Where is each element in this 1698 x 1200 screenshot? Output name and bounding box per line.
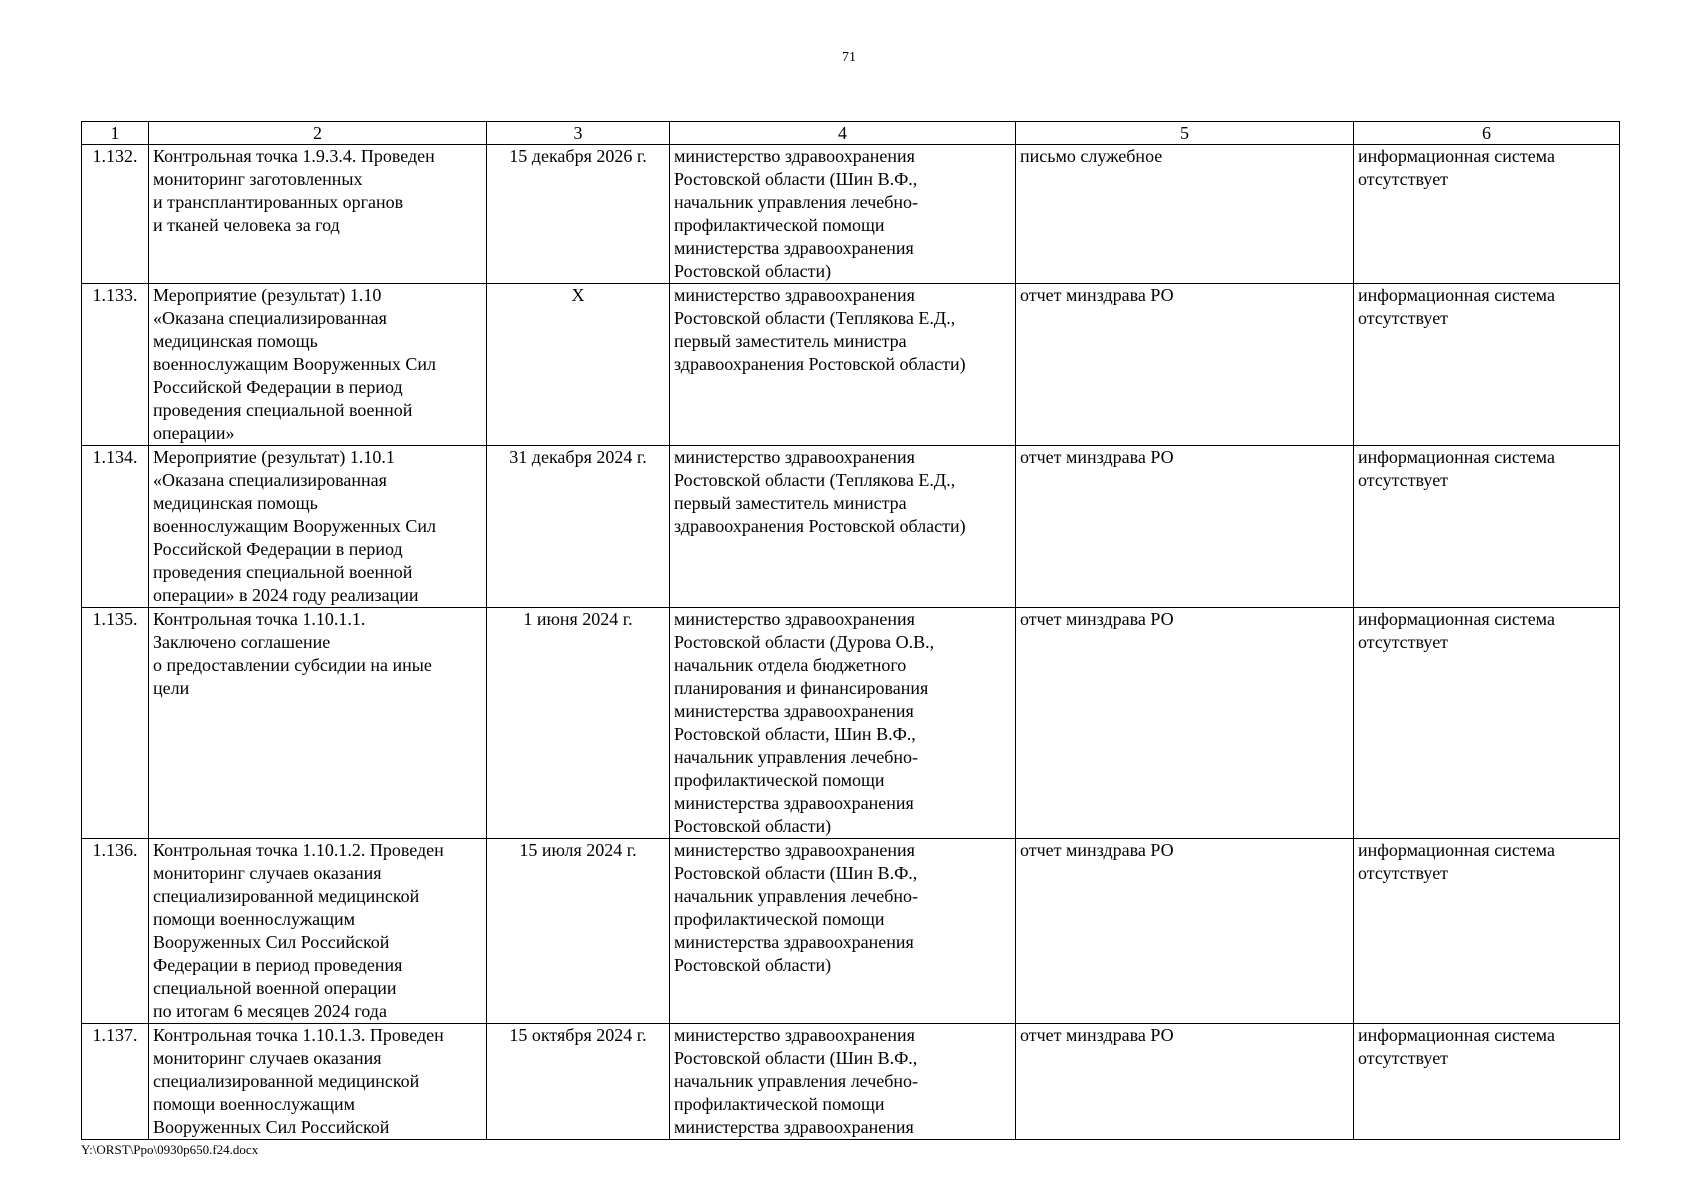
document-type: отчет минздрава РО [1016,284,1354,446]
event-name: Мероприятие (результат) 1.10.1 «Оказана специализированная медицинская помощь военнослужащим Вооруженных Сил Российской Федерации в период проведения специальной военной операции» в 2024 году реализации [149,446,487,608]
responsible-party: министерство здравоохранения Ростовской области (Теплякова Е.Д., первый заместитель министра здравоохранения Ростовской области) [670,446,1016,608]
event-name: Контрольная точка 1.10.1.3. Проведен мониторинг случаев оказания специализированной медицинской помощи военнослужащим Вооруженных Сил Российской [149,1024,487,1140]
responsible-party: министерство здравоохранения Ростовской области (Шин В.Ф., начальник управления лечебно- профилактической помощи министерства здравоохранения Ростовской области) [670,145,1016,284]
due-date: 15 декабря 2026 г. [487,145,670,284]
header-cell: 5 [1016,122,1354,145]
table-row [82,145,1620,284]
plan-table [81,121,1620,1140]
header-cell: 1 [82,122,149,145]
information-system: информационная система отсутствует [1354,145,1620,284]
due-date: 15 июля 2024 г. [487,839,670,1024]
header-cell: 2 [149,122,487,145]
document-type: отчет минздрава РО [1016,608,1354,839]
row-number: 1.137. [82,1024,149,1140]
event-name: Контрольная точка 1.9.3.4. Проведен мониторинг заготовленных и трансплантированных органов и тканей человека за год [149,145,487,284]
responsible-party: министерство здравоохранения Ростовской области (Дурова О.В., начальник отдела бюджетного планирования и финансирования министерства здравоохранения Ростовской области, Шин В.Ф., начальник управления лечебно- профилактической помощи министерства здравоохранения Ростовской области) [670,608,1016,839]
header-cell: 6 [1354,122,1620,145]
row-number: 1.136. [82,839,149,1024]
due-date: Х [487,284,670,446]
due-date: 31 декабря 2024 г. [487,446,670,608]
due-date: 15 октября 2024 г. [487,1024,670,1140]
table-row [82,839,1620,1024]
information-system: информационная система отсутствует [1354,284,1620,446]
document-type: отчет минздрава РО [1016,446,1354,608]
document-type: отчет минздрава РО [1016,1024,1354,1140]
due-date: 1 июня 2024 г. [487,608,670,839]
header-cell: 3 [487,122,670,145]
table-row [82,1024,1620,1140]
event-name: Контрольная точка 1.10.1.1. Заключено соглашение о предоставлении субсидии на иные цели [149,608,487,839]
information-system: информационная система отсутствует [1354,446,1620,608]
document-type: письмо служебное [1016,145,1354,284]
row-number: 1.134. [82,446,149,608]
information-system: информационная система отсутствует [1354,1024,1620,1140]
page-number: 71 [842,50,856,65]
responsible-party: министерство здравоохранения Ростовской области (Шин В.Ф., начальник управления лечебно- профилактической помощи министерства здравоохранения [670,1024,1016,1140]
document-type: отчет минздрава РО [1016,839,1354,1024]
header-cell: 4 [670,122,1016,145]
row-number: 1.135. [82,608,149,839]
event-name: Контрольная точка 1.10.1.2. Проведен мониторинг случаев оказания специализированной медицинской помощи военнослужащим Вооруженных Сил Российской Федерации в период проведения специальной военной операции по итогам 6 месяцев 2024 года [149,839,487,1024]
responsible-party: министерство здравоохранения Ростовской области (Шин В.Ф., начальник управления лечебно- профилактической помощи министерства здравоохранения Ростовской области) [670,839,1016,1024]
information-system: информационная система отсутствует [1354,608,1620,839]
responsible-party: министерство здравоохранения Ростовской области (Теплякова Е.Д., первый заместитель министра здравоохранения Ростовской области) [670,284,1016,446]
header-row [82,122,1620,145]
table-row [82,284,1620,446]
table-row [82,446,1620,608]
footer-file-path: Y:\ORST\Ppo\0930p650.f24.docx [81,1142,259,1157]
row-number: 1.133. [82,284,149,446]
table-row [82,608,1620,839]
information-system: информационная система отсутствует [1354,839,1620,1024]
event-name: Мероприятие (результат) 1.10 «Оказана специализированная медицинская помощь военнослужащим Вооруженных Сил Российской Федерации в период проведения специальной военной операции» [149,284,487,446]
row-number: 1.132. [82,145,149,284]
